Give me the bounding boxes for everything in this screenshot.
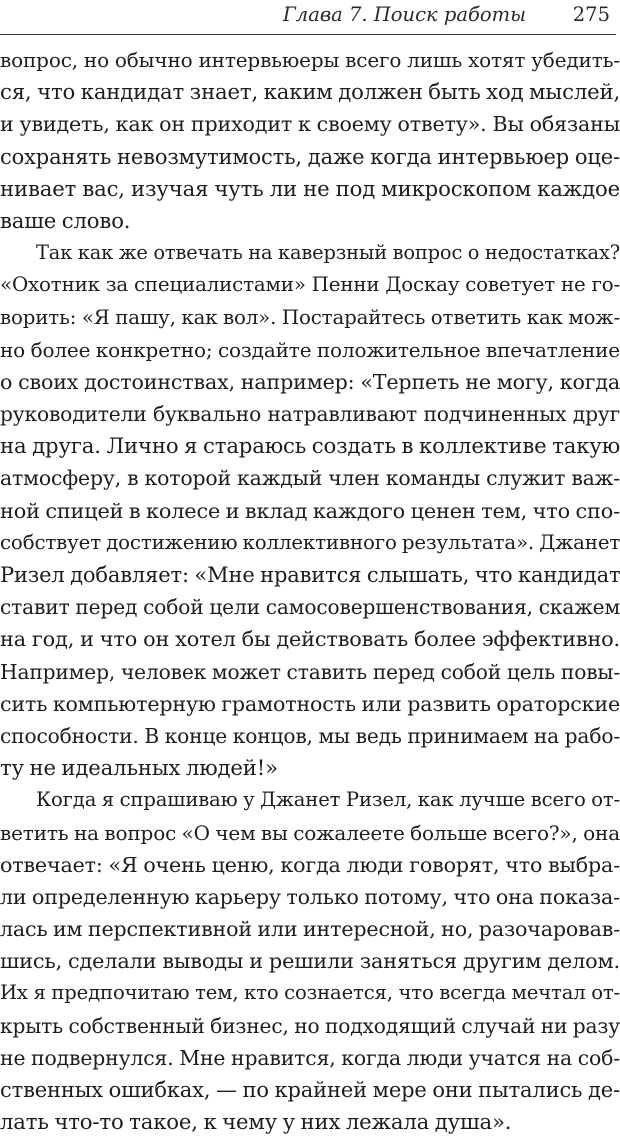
text-line: шись, сделали выводы и решили заняться другим делом. — [0, 949, 620, 974]
page-number: 275 — [572, 3, 610, 26]
text-line: ли определенную карьеру только потому, что она показа- — [0, 884, 620, 909]
text-line: Ризел добавляет: «Мне нравится слышать, что кандидат — [0, 563, 620, 587]
chapter-title: Глава 7. Поиск работы — [282, 3, 526, 26]
text-line: Так как же отвечать на каверзный вопрос о недостатках? — [36, 241, 620, 265]
text-line: крыть собственный бизнес, но подходящий случай ни разу — [0, 1013, 620, 1038]
text-line: лась им перспективной или интересной, но, разочаровав- — [0, 917, 620, 942]
text-line: вопрос, но обычно интервьюеры всего лишь хотят убедить- — [0, 48, 620, 72]
text-line: сохранять невозмутимость, даже когда интервьюер оце- — [0, 144, 620, 169]
text-line: Когда я спрашиваю у Джанет Ризел, как лучше всего от- — [36, 788, 620, 812]
text-line: нивает вас, изучая чуть ли не под микроскопом каждое — [0, 175, 620, 201]
text-line: собствует достижению коллективного результата». Джанет — [0, 530, 620, 554]
text-line: ной спицей в колесе и вклад каждого ценен тем, что спо- — [0, 498, 620, 523]
text-line: сить компьютерную грамотность или развить ораторские — [0, 691, 620, 716]
text-line: ставит перед собой цели самосовершенствования, скажем — [0, 595, 620, 620]
text-line: но более конкретно; создайте положительное впечатление — [0, 337, 620, 362]
body-text — [0, 44, 620, 1138]
text-line: ворить: «Я пашу, как вол». Постарайтесь ответить как мож- — [0, 305, 620, 329]
text-line: Например, человек может ставить перед собой цель повы- — [0, 659, 620, 684]
text-line: атмосферу, в которой каждый член команды служит важ- — [0, 466, 620, 491]
text-line: способности. В конце концов, мы ведь принимаем на рабо- — [0, 723, 620, 748]
text-line: «Охотник за специалистами» Пенни Доскау советует не го- — [0, 273, 620, 297]
text-line: ветить на вопрос «О чем вы сожалеете больше всего?», она — [0, 820, 620, 845]
text-line: и увидеть, как он приходит к своему ответу». Вы обязаны — [0, 112, 620, 137]
text-line: ту не идеальных людей!» — [0, 755, 278, 781]
text-line: ся, что кандидат знает, каким должен быть ход мыслей, — [0, 79, 620, 105]
running-header — [0, 0, 616, 35]
text-line: ваше слово. — [0, 207, 131, 233]
text-line: о своих достоинствах, например: «Терпеть не могу, когда — [0, 369, 620, 394]
text-line: на год, и что он хотел бы действовать более эффективно. — [0, 627, 620, 652]
text-line: на друга. Лично я стараюсь создать в коллективе такую — [0, 433, 620, 459]
text-line: не подвернулся. Мне нравится, когда люди учатся на соб- — [0, 1045, 620, 1070]
text-line: ственных ошибках, — по крайней мере они пытались де- — [0, 1078, 620, 1102]
text-line: руководители буквально натравливают подчиненных друг — [0, 402, 620, 427]
text-line: Их я предпочитаю тем, кто сознается, что всегда мечтал от- — [0, 981, 620, 1005]
text-line: лать что-то такое, к чему у них лежала душа». — [0, 1109, 512, 1135]
text-line: отвечает: «Я очень ценю, когда люди говорят, что выбра- — [0, 852, 620, 877]
